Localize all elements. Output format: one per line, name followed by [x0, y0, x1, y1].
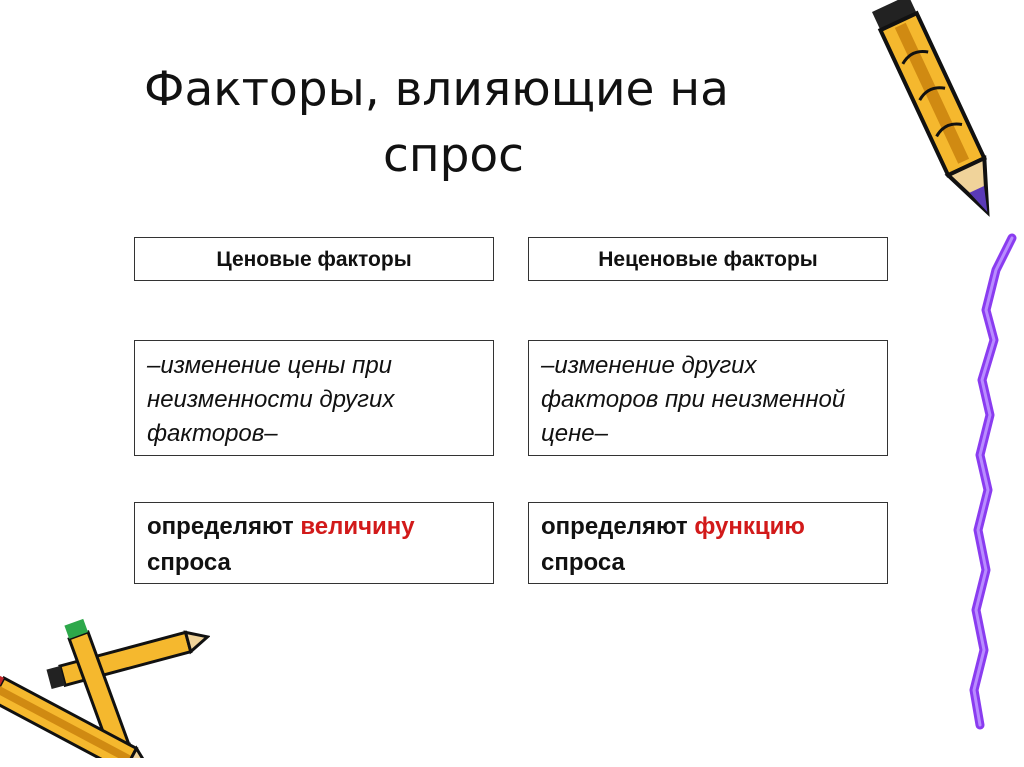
price-factors-result: [134, 502, 494, 584]
price-factors-description: –изменение цены при неизменности других факторов–: [134, 340, 494, 456]
result-highlight: функцию: [694, 513, 805, 540]
pencil-icon: [858, 0, 1008, 245]
result-suffix: спроса: [147, 549, 231, 576]
nonprice-factors-result: [528, 502, 888, 584]
pencils-group-icon: [0, 618, 210, 758]
result-suffix: спроса: [541, 549, 625, 576]
title-line-2: спрос: [383, 128, 524, 183]
nonprice-factors-description: –изменение других факторов при неизменной цене–: [528, 340, 888, 456]
nonprice-factors-header: Неценовые факторы: [528, 237, 888, 281]
result-highlight: величину: [300, 513, 415, 540]
title-line-1: Факторы, влияющие на: [144, 62, 729, 117]
price-factors-header: Ценовые факторы: [134, 237, 494, 281]
squiggle-line: [960, 230, 1024, 730]
result-prefix: определяют: [541, 513, 688, 540]
result-prefix: определяют: [147, 513, 294, 540]
